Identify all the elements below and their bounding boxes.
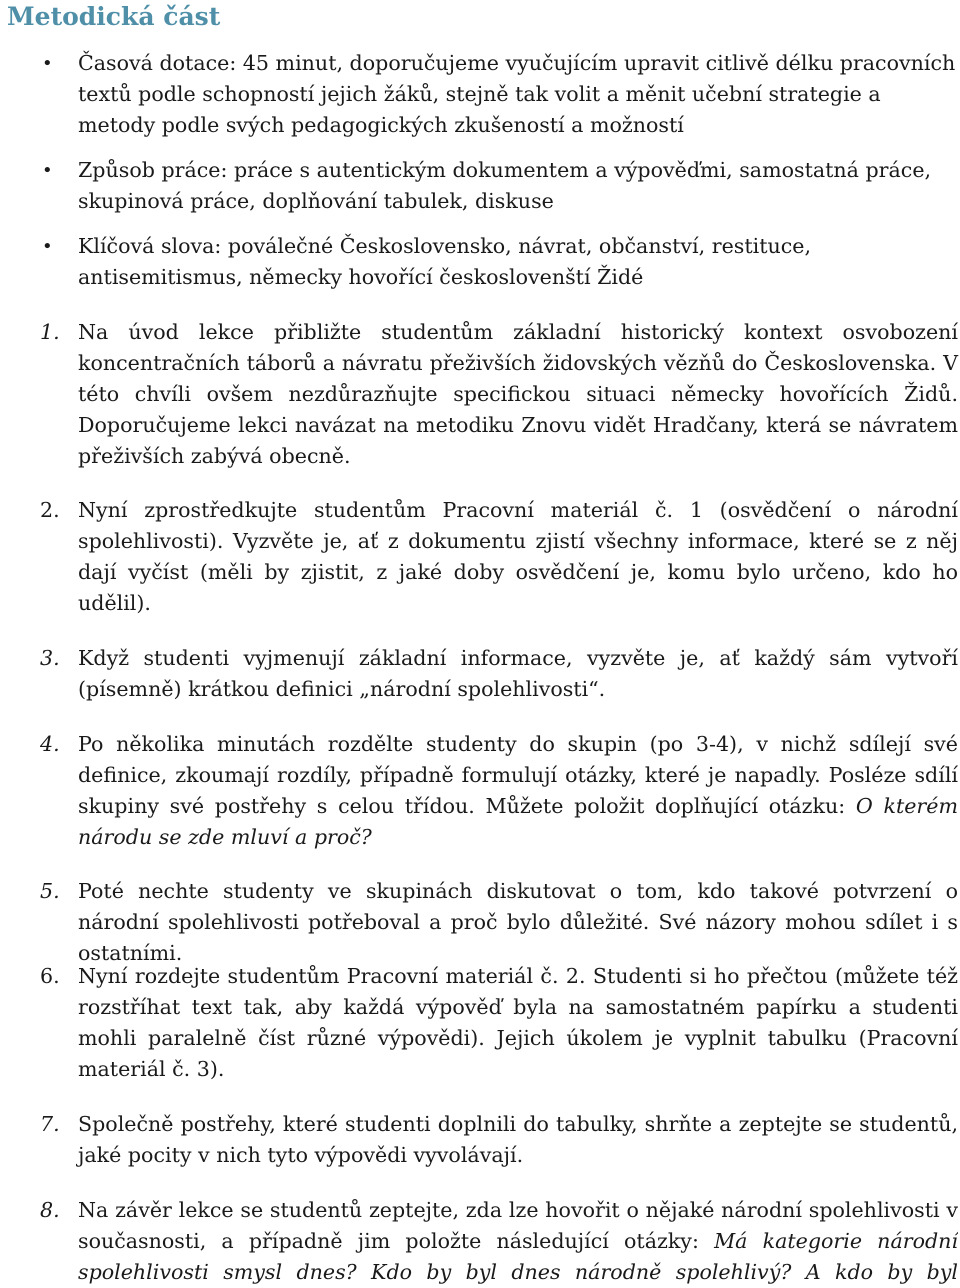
step-text: Když studenti vyjmenují základní informace, vyzvěte je, ať každý sám vytvoří (písemně) krátkou definici „národní spolehlivosti“. (78, 646, 958, 701)
step-text (78, 1195, 958, 1288)
step-number: 8. (40, 1198, 60, 1222)
step-text (78, 729, 958, 853)
bullet-marker: • (42, 53, 53, 74)
bullet-text: Způsob práce: práce s autentickým dokumentem a výpověďmi, samostatná práce, skupinová práce, doplňování tabulek, diskuse (78, 158, 932, 213)
step-number: 7. (40, 1112, 60, 1136)
bullet-text: Časová dotace: 45 minut, doporučujeme vyučujícím upravit citlivě délku pracovních textů podle schopností jejich žáků, stejně tak volit a měnit učební strategie a metody podle svých pedagogických zkušeností a možností (78, 51, 956, 137)
bullet-text: Klíčová slova: poválečné Československo, návrat, občanství, restituce, antisemitismus, německy hovořící českoslovenští Židé (78, 234, 812, 289)
step-text-plain: Na závěr lekce se studentů zeptejte, zda lze hovořit o nějaké národní spolehlivosti v současnosti, a případně jim položte následující otázky: (78, 1198, 958, 1253)
step-number: 6. (40, 964, 60, 988)
step-number: 2. (40, 498, 60, 522)
step-text: Poté nechte studenty ve skupinách diskutovat o tom, kdo takové potvrzení o národní spolehlivosti potřeboval a proč bylo důležité. Své názory mohou sdílet i s ostatními. (78, 879, 958, 965)
step-number: 3. (40, 646, 60, 670)
step-number: 4. (40, 732, 60, 756)
step-number: 1. (40, 320, 60, 344)
step-number: 5. (40, 879, 60, 903)
step-text: Nyní zprostředkujte studentům Pracovní materiál č. 1 (osvědčení o národní spolehlivosti). Vyzvěte je, ať z dokumentu zjistí všechny informace, které se z něj dají vyčíst (měli by zjistit, z jaké doby osvědčení je, komu bylo určeno, kdo ho udělil). (78, 498, 958, 615)
bullet-marker: • (42, 236, 53, 257)
step-text: Nyní rozdejte studentům Pracovní materiál č. 2. Studenti si ho přečtou (můžete též rozstříhat text tak, aby každá výpověď byla na samostatném papírku a studenti mohli paralelně číst různé výpovědi). Jejich úkolem je vyplnit tabulku (Pracovní materiál č. 3). (78, 964, 958, 1081)
step-text-italic: O kterém národu se zde mluví a proč? (78, 794, 958, 849)
step-text-plain: Po několika minutách rozdělte studenty do skupin (po 3-4), v nichž sdílejí své definice, zkoumají rozdíly, případně formulují otázky, které je napadly. Posléze sdílí skupiny své postřehy s celou třídou. Můžete položit doplňující otázku: (78, 732, 958, 818)
step-text: Na úvod lekce přibližte studentům základní historický kontext osvobození koncentračních táborů a návratu přeživších židovských vězňů do Československa. V této chvíli ovšem nezdůrazňujte specifickou situaci německy hovořících Židů. Doporučujeme lekci navázat na metodiku Znovu vidět Hradčany, která se návratem přeživších zabývá obecně. (78, 320, 958, 468)
step-text: Společně postřehy, které studenti doplnili do tabulky, shrňte a zeptejte se studentů, jaké pocity v nich tyto výpovědi vyvolávají. (78, 1112, 958, 1167)
step-text-italic: Má kategorie národní spolehlivosti smysl dnes? Kdo by byl dnes národně spolehlivý? A kdo by byl (78, 1229, 958, 1284)
bullet-marker: • (42, 160, 53, 181)
section-heading: Metodická část (7, 2, 221, 31)
